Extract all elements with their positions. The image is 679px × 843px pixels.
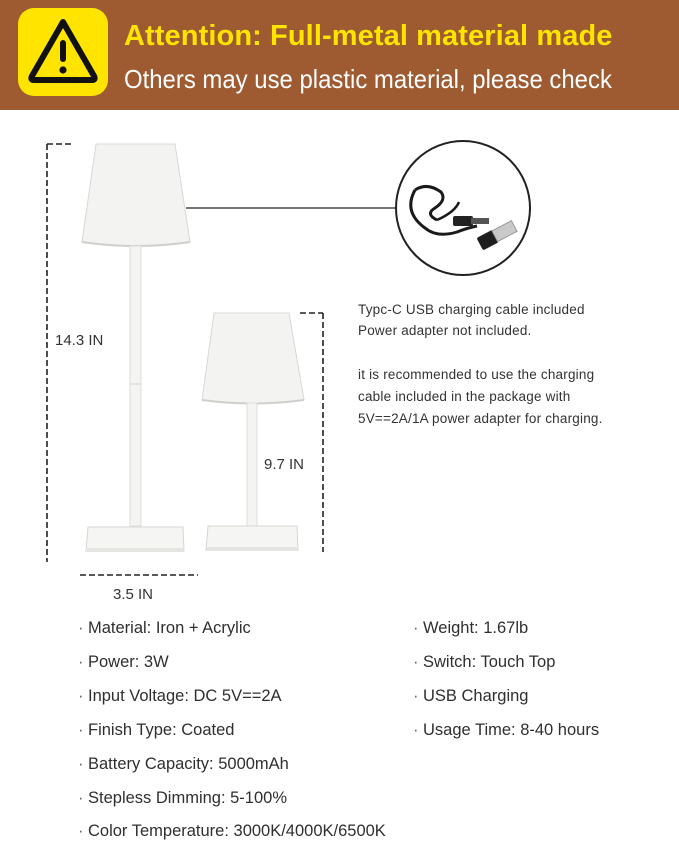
spec-text: Usage Time: 8-40 hours — [423, 721, 600, 739]
small-lamp — [202, 313, 304, 551]
spec-item — [78, 619, 251, 638]
spec-item — [78, 721, 234, 740]
spec-text: Weight: 1.67lb — [423, 619, 529, 637]
spec-text: USB Charging — [423, 687, 529, 705]
spec-item — [78, 822, 386, 841]
spec-item — [78, 687, 282, 706]
bullet: · — [78, 822, 84, 840]
cable-note-line: cable included in the package with — [358, 389, 571, 404]
spec-text: Finish Type: Coated — [88, 721, 235, 739]
spec-text: Color Temperature: 3000K/4000K/6500K — [88, 822, 386, 840]
cable-note-line: Typc-C USB charging cable included — [358, 302, 585, 317]
spec-text: Switch: Touch Top — [423, 653, 556, 671]
bullet: · — [413, 687, 419, 705]
spec-item — [78, 789, 287, 808]
bullet: · — [413, 619, 419, 637]
spec-text: Material: Iron + Acrylic — [88, 619, 251, 637]
banner-title: Attention: Full-metal material made — [124, 20, 613, 52]
bullet: · — [413, 653, 419, 671]
usb-c-cable-photo — [395, 140, 531, 276]
bullet: · — [78, 789, 84, 807]
spec-item — [413, 619, 528, 638]
spec-text: Power: 3W — [88, 653, 169, 671]
base-width-label: 3.5 IN — [113, 586, 154, 603]
spec-text: Input Voltage: DC 5V==2A — [88, 687, 282, 705]
small-lamp-height-label: 9.7 IN — [264, 456, 305, 473]
cable-note-line: 5V==2A/1A power adapter for charging. — [358, 411, 603, 426]
bullet: · — [78, 619, 84, 637]
spec-item — [78, 653, 169, 672]
bullet: · — [78, 721, 84, 739]
bullet: · — [413, 721, 419, 739]
spec-item — [78, 755, 289, 774]
spec-item — [413, 721, 599, 740]
cable-note-line: it is recommended to use the charging — [358, 367, 595, 382]
large-height-dimension-line — [47, 144, 73, 562]
bullet: · — [78, 755, 84, 773]
spec-text: Stepless Dimming: 5-100% — [88, 789, 287, 807]
bullet: · — [78, 687, 84, 705]
small-height-dimension-line — [300, 313, 323, 552]
banner-subtitle: Others may use plastic material, please check — [124, 64, 612, 94]
cable-note-line: Power adapter not included. — [358, 323, 532, 338]
spec-item — [413, 653, 555, 672]
spec-text: Battery Capacity: 5000mAh — [88, 755, 289, 773]
bullet: · — [78, 653, 84, 671]
large-lamp-height-label: 14.3 IN — [55, 332, 104, 349]
spec-item — [413, 687, 528, 706]
